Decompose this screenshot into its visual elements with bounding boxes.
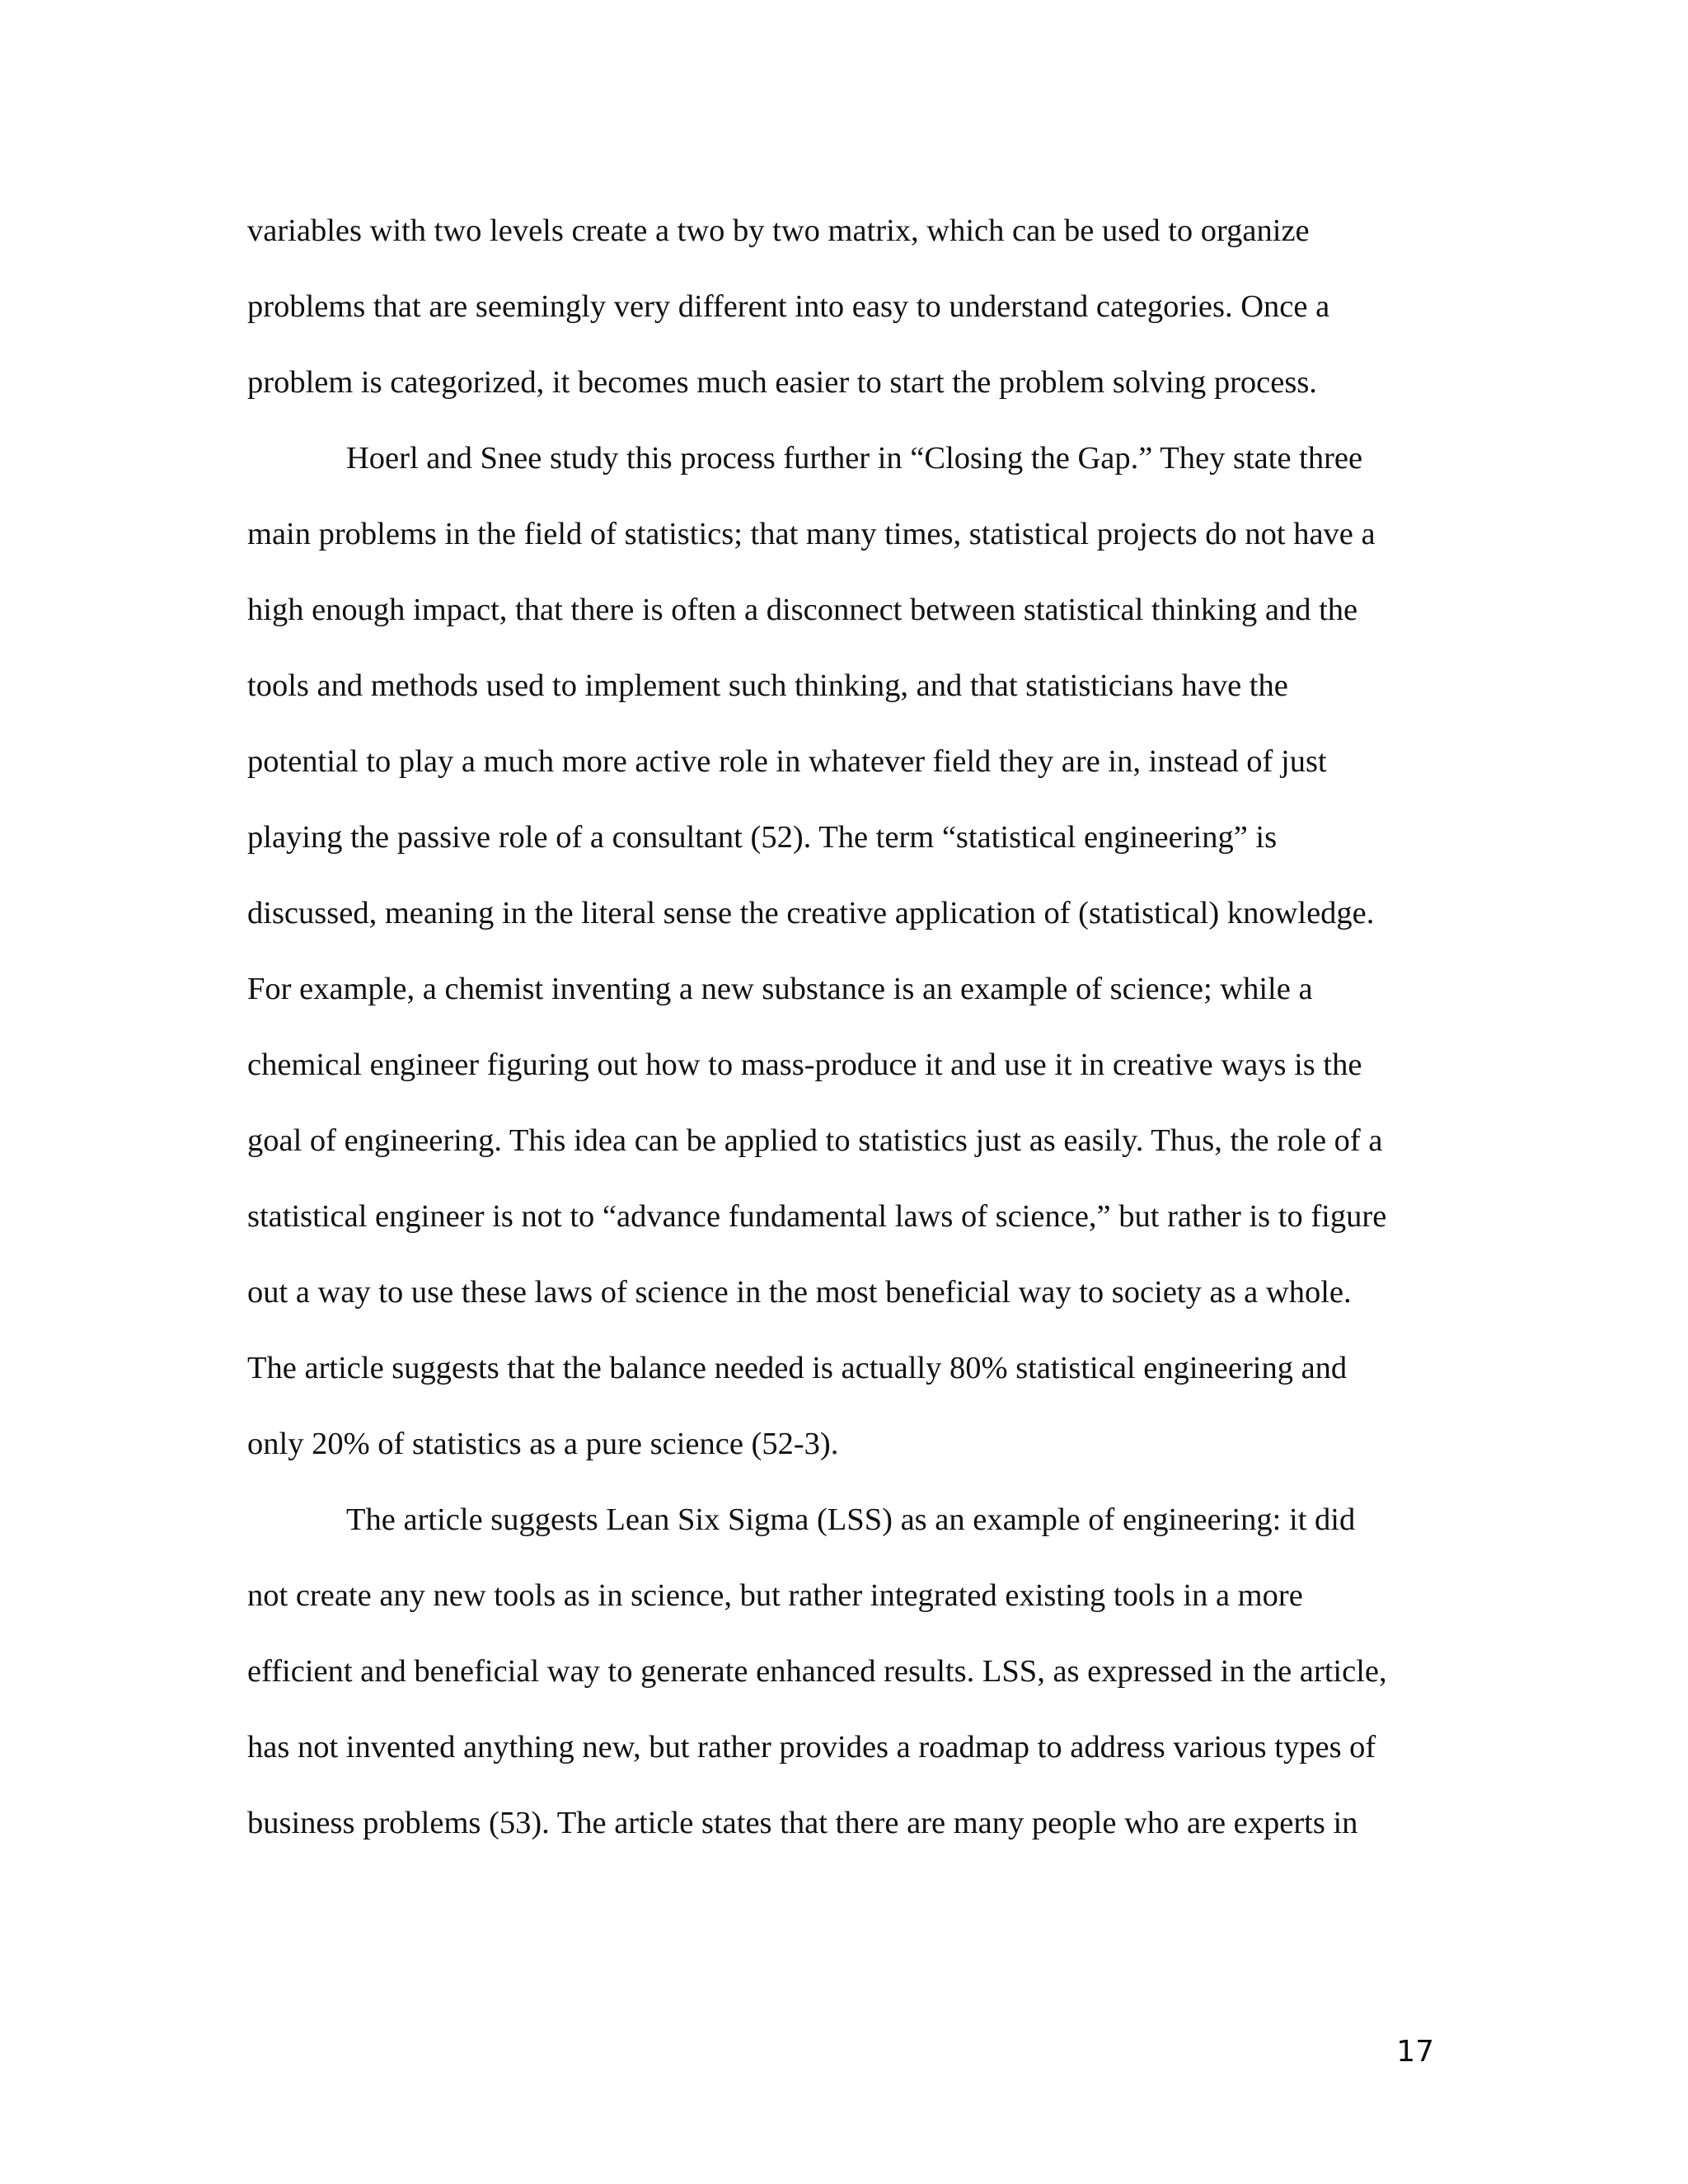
- paragraph-first-line: Hoerl and Snee study this process further in “Closing the Gap.” They state three: [346, 441, 1363, 476]
- body-text: [247, 193, 1442, 1861]
- paragraph-first-line: The article suggests Lean Six Sigma (LSS) as an example of engineering: it did: [346, 1502, 1356, 1537]
- text-line: efficient and beneficial way to generate enhanced results. LSS, as expressed in the article,: [247, 1654, 1387, 1689]
- text-line: chemical engineer figuring out how to mass-produce it and use it in creative ways is the: [247, 1047, 1362, 1082]
- text-line: The article suggests that the balance needed is actually 80% statistical engineering and: [247, 1351, 1348, 1385]
- text-line: playing the passive role of a consultant (52). The term “statistical engineering” is: [247, 820, 1278, 855]
- text-line: problem is categorized, it becomes much easier to start the problem solving process.: [247, 365, 1317, 400]
- text-line: business problems (53). The article states that there are many people who are experts in: [247, 1806, 1358, 1840]
- text-line: tools and methods used to implement such thinking, and that statisticians have the: [247, 668, 1288, 703]
- text-line: high enough impact, that there is often a disconnect between statistical thinking and the: [247, 593, 1358, 627]
- page-number: 17: [1396, 2035, 1434, 2069]
- text-line: discussed, meaning in the literal sense the creative application of (statistical) knowledge.: [247, 896, 1375, 930]
- text-line: has not invented anything new, but rather provides a roadmap to address various types of: [247, 1730, 1376, 1765]
- text-line: main problems in the field of statistics; that many times, statistical projects do not have a: [247, 517, 1376, 551]
- text-line: out a way to use these laws of science in the most beneficial way to society as a whole.: [247, 1275, 1352, 1310]
- text-line: potential to play a much more active role in whatever field they are in, instead of just: [247, 744, 1327, 779]
- text-line: variables with two levels create a two by two matrix, which can be used to organize: [247, 213, 1310, 248]
- text-line: problems that are seemingly very different into easy to understand categories. Once a: [247, 289, 1330, 324]
- text-line: not create any new tools as in science, but rather integrated existing tools in a more: [247, 1578, 1303, 1613]
- text-line: goal of engineering. This idea can be applied to statistics just as easily. Thus, the role of a: [247, 1123, 1383, 1158]
- text-line: statistical engineer is not to “advance fundamental laws of science,” but rather is to figure: [247, 1199, 1387, 1234]
- text-line: only 20% of statistics as a pure science (52-3).: [247, 1427, 839, 1461]
- text-line: For example, a chemist inventing a new substance is an example of science; while a: [247, 972, 1313, 1006]
